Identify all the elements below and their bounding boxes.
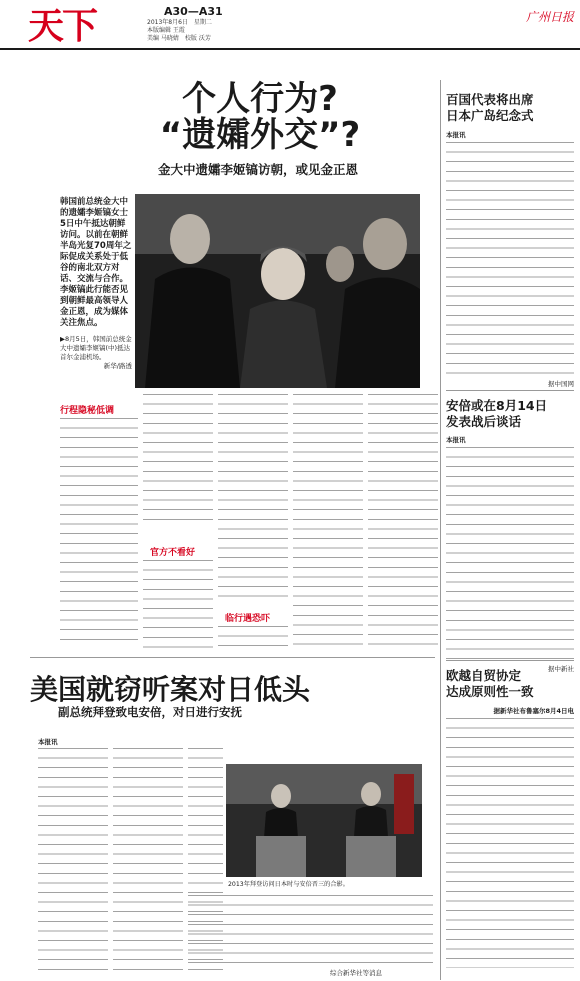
story1-body-column-3b [218,626,288,650]
story1-title-line1: 个人行为? [182,79,338,119]
story1-title-line2: “遗孀外交”? [159,115,361,155]
story1-body-column-2b [143,560,213,650]
item1-byline: 本报讯 [446,131,466,139]
item2-body [446,447,574,662]
item2-title-line2: 发表战后谈话 [446,414,522,429]
story1-body-column-3a [218,394,288,604]
story2-body-column-2 [113,748,183,976]
right-news-item-1 [446,92,574,388]
newspaper-brand: 广州日报 [526,10,575,24]
caption-text: ▶8月5日，韩国前总统金大中遗孀李姬镐(中)抵达首尔金浦机场。 [60,335,132,361]
story1-lead: 韩国前总统金大中的遗孀李姬镐女士5日中午抵达朝鲜访问。以前在朝鲜半岛光复70周年之际促成关系处于低谷的南北双方对话、交流与合作。李姬镐此行能否见到朝鲜最高领导人金正恩，成为媒体关注焦点。 [60,197,132,328]
story1-section-heading: 行程隐秘低调 [60,406,115,416]
item2-source: 据中新社 [548,665,574,673]
item2-title-line1: 安倍或在8月14日 [446,398,548,413]
editor-line: 本版编辑 王霞 [147,27,185,34]
story2-body-column-1 [38,748,108,976]
right-divider [446,660,574,661]
item1-title-line2: 日本广岛纪念式 [446,108,534,123]
issue-meta [147,19,212,43]
column-divider [440,80,441,980]
story1-body-column-5 [368,394,438,650]
story-divider [30,657,435,658]
header-rule [0,48,580,50]
right-news-item-2 [446,398,574,673]
designer-line: 美编 马晓婧 校版 沃芳 [147,35,211,42]
item3-title-line2: 达成原则性一致 [446,684,534,699]
item2-byline: 本报讯 [446,436,466,444]
story1-section-heading: 临行遇恐吓 [225,614,271,624]
story2-photo [226,764,422,877]
story1-photo-illustration [135,194,420,388]
item3-byline: 据新华社布鲁塞尔8月4日电 [493,707,574,715]
story1-photo-caption [60,335,132,371]
story1-body-column-1 [60,418,138,648]
story2-body-below-photo [188,895,433,965]
right-news-item-3 [446,668,574,968]
story1-photo [135,194,420,388]
right-divider [446,390,574,391]
story2-byline: 本报讯 [38,738,58,746]
story2-photo-illustration [226,764,422,877]
story2-photo-caption: 2013年拜登访问日本时与安倍晋三的合影。 [228,881,349,888]
item1-title-line1: 百国代表将出席 [446,92,534,107]
story1-subtitle: 金大中遗孀李姬镐访朝，或见金正恩 [157,162,358,177]
item1-body [446,142,574,377]
photo-credit: 新华/路透 [103,362,132,370]
story2-title: 美国就窃听案对日低头 [30,673,311,706]
story1-body-column-4 [293,394,363,650]
story2-subtitle: 副总统拜登致电安倍，对日进行安抚 [58,705,242,719]
item1-source: 据中国网 [548,380,574,388]
story2-source: 综合新华社等消息 [330,969,382,977]
masthead: 天下 [28,5,97,47]
page-numbers: A30—A31 [164,5,223,18]
story1-section-heading: 官方不看好 [150,548,196,558]
story1-body-column-2a [143,394,213,524]
issue-date: 2013年8月6日 星期二 [147,19,212,26]
item3-body [446,718,574,968]
item3-title-line1: 欧越自贸协定 [446,668,522,683]
